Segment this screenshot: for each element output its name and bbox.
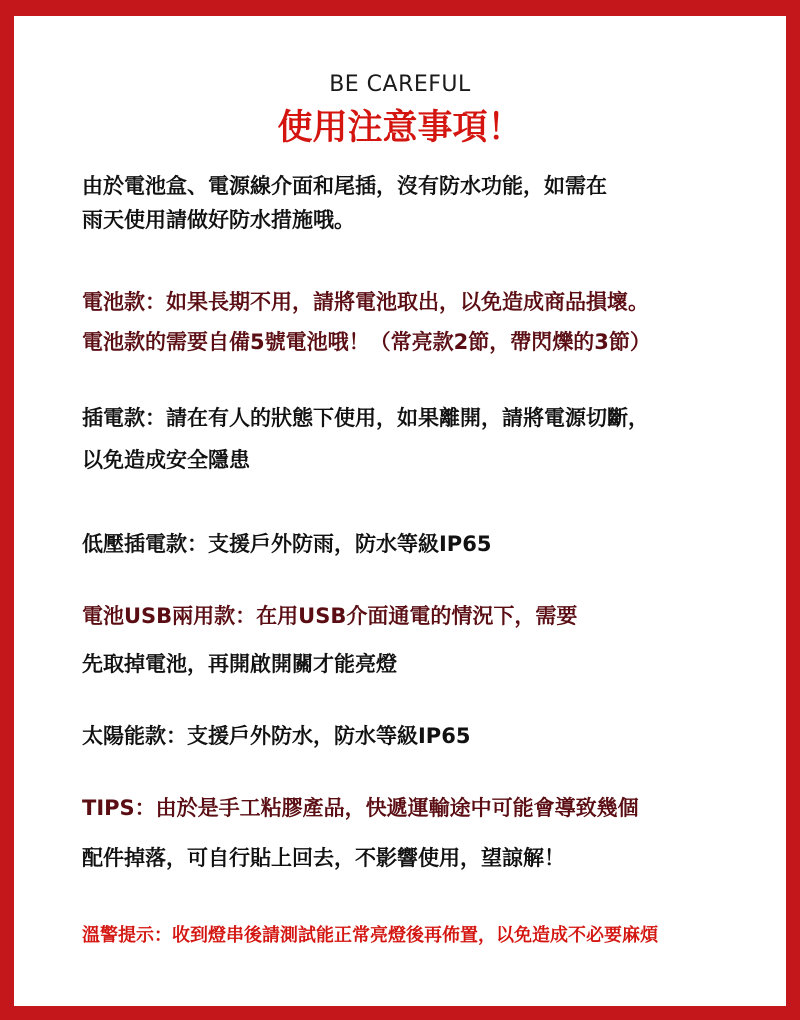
warning-note: 溫警提示：收到燈串後請測試能正常亮燈後再佈置，以免造成不必要麻煩 <box>82 925 658 946</box>
waterproof-note-line-1: 由於電池盒、電源線介面和尾插，沒有防水功能，如需在 <box>82 174 607 198</box>
page-title: 使用注意事項！ <box>277 108 523 148</box>
battery-note-line-2: 電池款的需要自備5號電池哦！（常亮款2節，帶閃爍的3節） <box>82 330 651 354</box>
battery-usb-note-line-2: 先取掉電池，再開啟開關才能亮燈 <box>82 652 397 676</box>
notice-card <box>14 16 786 1006</box>
plug-note-line-2: 以免造成安全隱患 <box>82 448 250 472</box>
tips-note-line-2: 配件掉落，可自行貼上回去，不影響使用，望諒解！ <box>82 846 565 870</box>
solar-note: 太陽能款：支援戶外防水，防水等級IP65 <box>82 724 471 748</box>
battery-usb-note-line-1: 電池USB兩用款：在用USB介面通電的情況下，需要 <box>82 604 578 628</box>
tips-note-line-1: TIPS：由於是手工粘膠產品，快遞運輸途中可能會導致幾個 <box>82 796 639 820</box>
plug-note-line-1: 插電款：請在有人的狀態下使用，如果離開，請將電源切斷， <box>82 406 649 430</box>
low-voltage-note: 低壓插電款：支援戶外防雨，防水等級IP65 <box>82 532 492 556</box>
header-subtitle-en: BE CAREFUL <box>329 72 471 97</box>
waterproof-note-line-2: 雨天使用請做好防水措施哦。 <box>82 208 355 232</box>
battery-note-line-1: 電池款：如果長期不用，請將電池取出，以免造成商品損壞。 <box>82 290 649 314</box>
